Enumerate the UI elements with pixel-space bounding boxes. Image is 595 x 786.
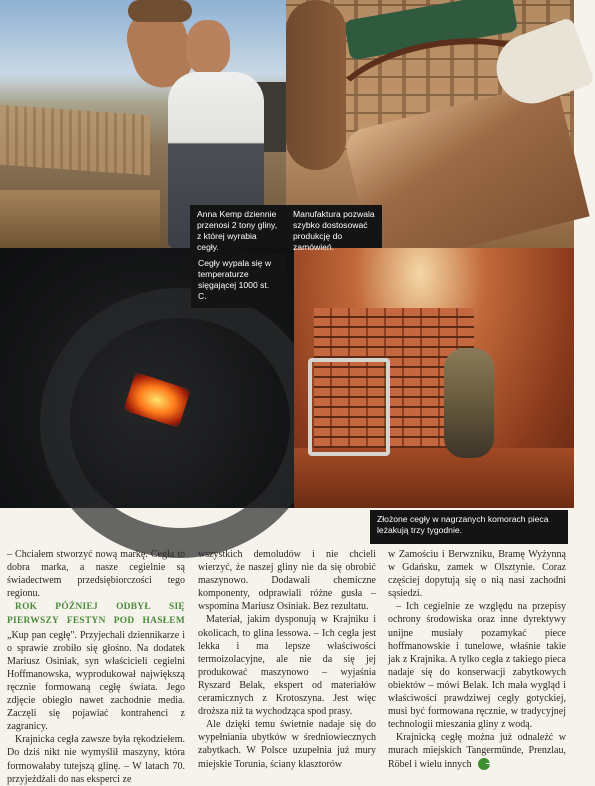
paragraph (7, 600, 185, 733)
clay-lump (128, 0, 192, 22)
chamber-floor (294, 448, 574, 508)
section-lead: ROK PÓŹNIEJ ODBYŁ SIĘ PIERWSZY FESTYN POD HASŁEM (7, 602, 185, 627)
article-column-3 (388, 548, 566, 770)
continue-arrow-icon: ➔ (478, 758, 490, 770)
brick-drying-field (0, 105, 150, 175)
paragraph: – Chciałem stworzyć nową markę. Cegła to dobra marka, a nasze cegielnie są świadectwem przedsiębiorczości tego regionu. (7, 549, 185, 600)
paragraph: Krajnicka cegła zawsze była rękodziełem. Do dziś nikt nie wymyślił maszyny, która formowałaby tutejszą glinę. – W latach 70. przyjeżdżali do nas eksperci ze (7, 734, 185, 785)
wooden-pallet (0, 190, 160, 248)
paragraph-text: „Kup pan cegłę". Przyjechali dziennikarze i o sprawie zrobiło się głośno. Na dodatek Mariusz Osiniak, syn właścicieli cegielni Hoffmanowska, wyprodukował największą ręcznie formowaną cegłę świata. Jego zdjęcie obiegło nawet zachodnie media. Zaczęli się pojawiać kontrahenci z zagranicy. (7, 629, 185, 733)
paragraph: wszystkich demoludów i nie chcieli wierzyć, że naszej gliny nie da się obrobić maszynowo. Dodawali chemiczne komponenty, odprawiali różne gusła – wspomina Mariusz Osiniak. Bez rezultatu. (198, 549, 376, 613)
worker-stacking (444, 348, 494, 458)
caption-photo3: Cegły wypala się w temperaturze sięgającej 1000 st. C. (191, 254, 287, 308)
paragraph (388, 731, 566, 770)
photo-kiln-chamber (294, 248, 574, 508)
paragraph: w Zamościu i Berwzniku, Bramę Wyżynną w Gdańsku, zamek w Olsztynie. Coraz częściej dopytują się o nią nasi zachodni sąsiedzi. (388, 549, 566, 600)
paragraph: Ale dzięki temu świetnie nadaje się do wypełniania ubytków w średniowiecznych zabytkach. W Polsce uzupełnia już mury miejskie Torunia, ściany klasztorów (198, 719, 376, 770)
woman-head (186, 20, 230, 74)
worker-arm (286, 0, 346, 170)
caption-photo1: Anna Kemp dziennie przenosi 2 tony gliny, z której wyrabia cegły. (190, 205, 286, 248)
article-column-2 (198, 548, 376, 770)
paragraph: – Ich cegielnie ze względu na przepisy ochrony środowiska oraz inne dyrektywy unijne musiały pozamykać piece hoffmanowskie i tunelowe, właśnie takie jak z Krajnika. A tylko cegła z takiego pieca nadaje się do konserwacji zabytkowych obiektów – mówi Belak. Ich mała wygląd i właściwości prawdziwej cegły gotyckiej, musi być formowana ręcznie, w tradycyjnej technologii mieszania gliny z wodą. (388, 601, 566, 731)
caption-photo2: Manufaktura pozwala szybko dostosować produkcję do zamówień. (286, 205, 382, 248)
paragraph-text: Krajnicką cegłę można już odnaleźć w murach miejskich Tangermünde, Prenzlau, Röbel i wielu innych (388, 732, 566, 770)
caption-photo4: Złożone cegły w nagrzanych komorach pieca leżakują trzy tygodnie. (370, 510, 568, 544)
paragraph: Materiał, jakim dysponują w Krajniku i okolicach, to glina lessowa. – Ich cegła jest lekka i ma lepsze właściwości termoizolacyjne, ale nie da się jej produkować maszynowo – wyjaśnia Ryszard Belak, ekspert od materiałów ceramicznych z Krotoszyna. Jest więc droższa niż ta wychodząca spod prasy. (198, 614, 376, 718)
brick-cart (308, 358, 390, 456)
article-column-1 (7, 548, 185, 785)
